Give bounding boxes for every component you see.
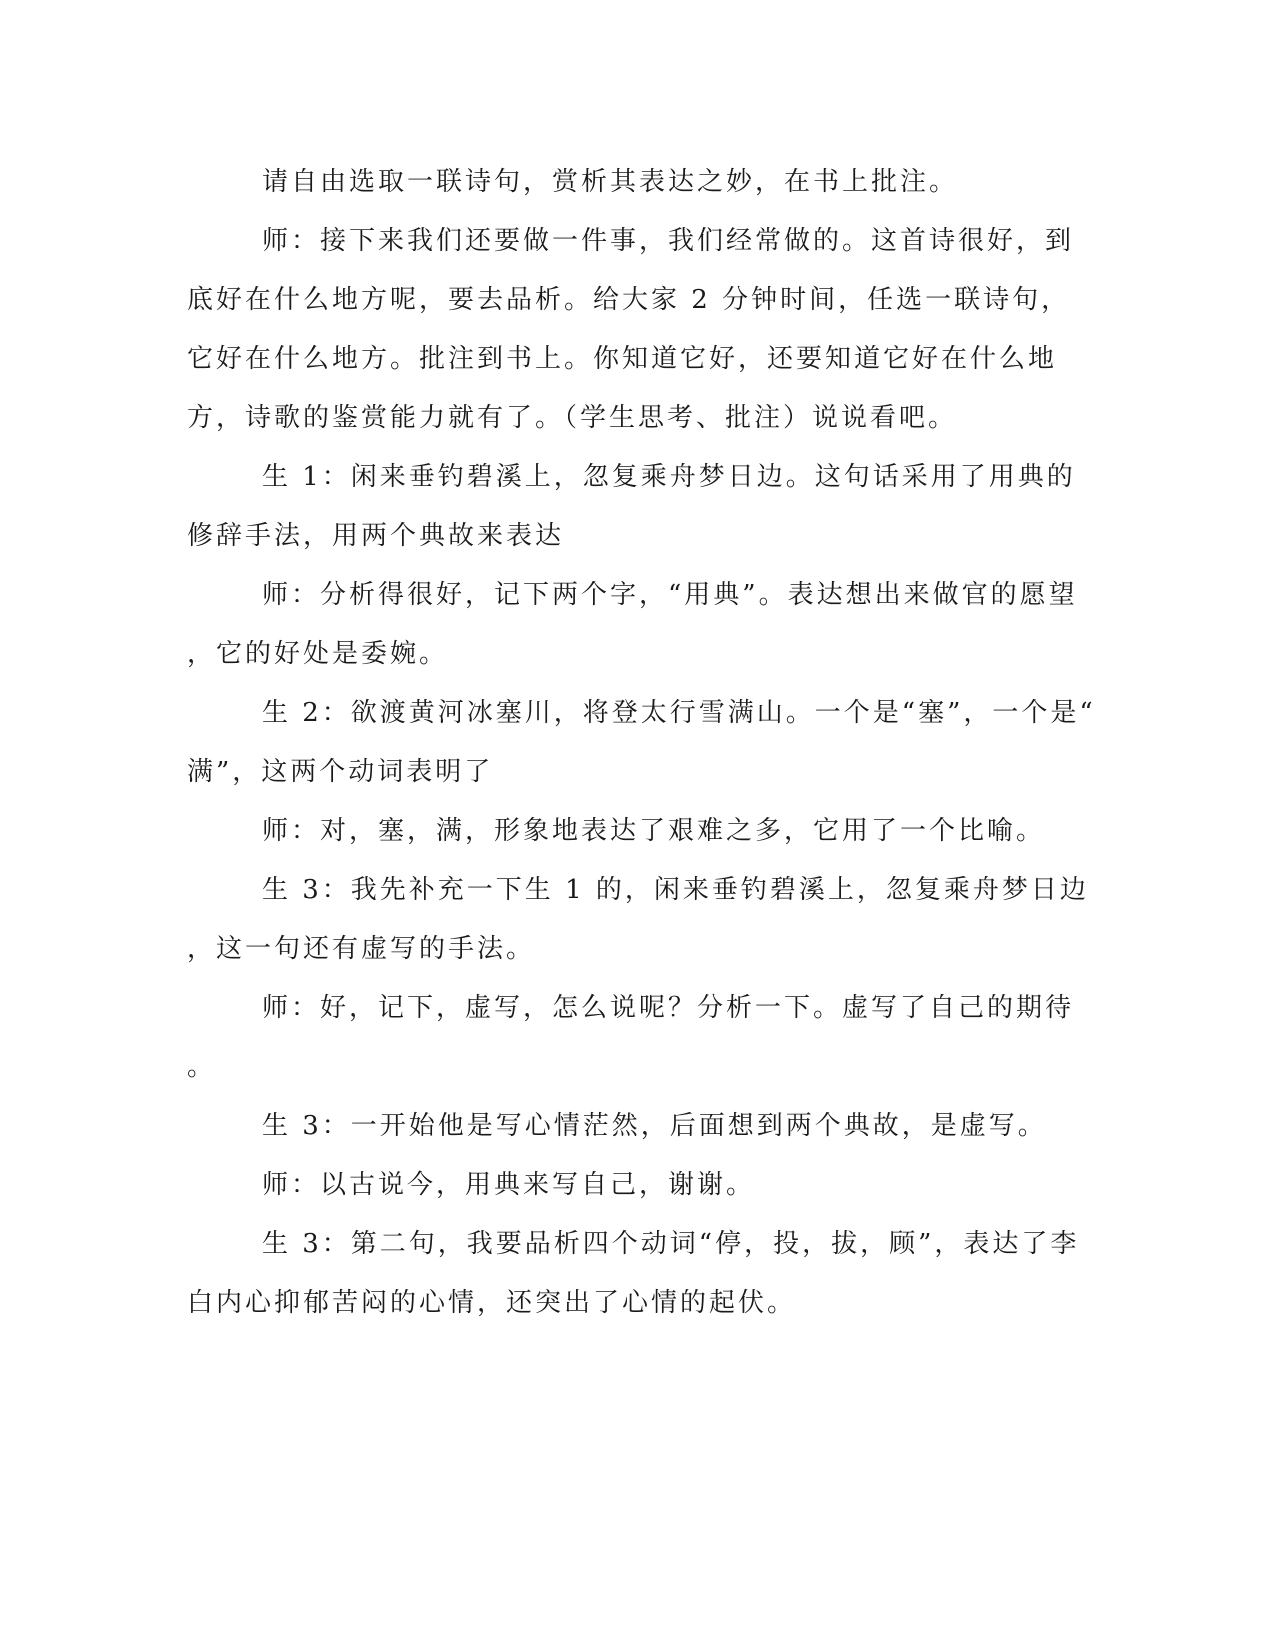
text-line: 生 2：欲渡黄河冰塞川，将登太行雪满山。一个是“塞”，一个是“	[262, 698, 1096, 728]
text-line: 师：分析得很好，记下两个字，“用典”。表达想出来做官的愿望	[262, 580, 1078, 610]
text-line: 师：接下来我们还要做一件事，我们经常做的。这首诗很好，到	[262, 226, 1075, 256]
text-line: 。	[187, 1052, 217, 1082]
text-line: 生 3：一开始他是写心情茫然，后面想到两个典故，是虚写。	[262, 1111, 1047, 1141]
text-line: ，它的好处是委婉。	[187, 639, 449, 669]
text-line: 修辞手法，用两个典故来表达	[187, 521, 565, 551]
text-line: 满”，这两个动词表明了	[187, 757, 494, 787]
text-line: 它好在什么地方。批注到书上。你知道它好，还要知道它好在什么地	[187, 344, 1058, 374]
text-line: 生 3：第二句，我要品析四个动词“停，投，拔，顾”，表达了李	[262, 1229, 1080, 1259]
text-line: 方，诗歌的鉴赏能力就有了。（学生思考、批注）说说看吧。	[187, 403, 958, 433]
text-line: 底好在什么地方呢，要去品析。给大家 2 分钟时间，任选一联诗句，	[187, 285, 1071, 315]
text-line: 师：以古说今，用典来写自己，谢谢。	[262, 1170, 756, 1200]
text-line: 请自由选取一联诗句，赏析其表达之妙，在书上批注。	[262, 167, 959, 197]
text-line: 生 3：我先补充一下生 1 的，闲来垂钓碧溪上，忽复乘舟梦日边	[262, 875, 1089, 905]
text-line: 白内心抑郁苦闷的心情，还突出了心情的起伏。	[187, 1288, 797, 1318]
text-line: 生 1：闲来垂钓碧溪上，忽复乘舟梦日边。这句话采用了用典的	[262, 462, 1076, 492]
text-line: 师：好，记下，虚写，怎么说呢？分析一下。虚写了自己的期待	[262, 993, 1075, 1023]
text-line: ，这一句还有虚写的手法。	[187, 934, 536, 964]
text-line: 师：对，塞，满，形象地表达了艰难之多，它用了一个比喻。	[262, 816, 1046, 846]
